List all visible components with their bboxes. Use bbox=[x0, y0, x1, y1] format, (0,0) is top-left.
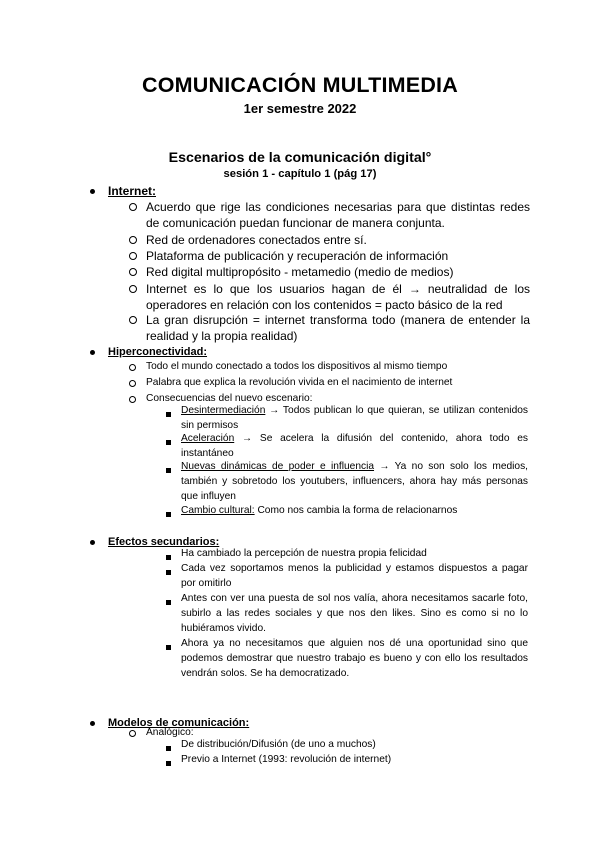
page-subtitle: 1er semestre 2022 bbox=[243, 101, 357, 116]
list-item bbox=[181, 404, 528, 434]
hiper-label: Hiperconectividad: bbox=[108, 346, 208, 358]
square-bullet-icon bbox=[166, 412, 171, 417]
list-item: Todo el mundo conectado a todos los dispositivos al mismo tiempo bbox=[146, 361, 448, 372]
circle-bullet-icon bbox=[129, 364, 136, 371]
list-item: Previo a Internet (1993: revolución de internet) bbox=[181, 754, 392, 765]
term: Nuevas dinámicas de poder e influencia bbox=[181, 461, 375, 472]
list-item: Plataforma de publicación y recuperación de información bbox=[146, 249, 449, 263]
list-item: Internet es lo que los usuarios hagan de él → neutralidad de los operadores en relación con los contenidos = pacto básico de la red bbox=[146, 282, 530, 312]
square-bullet-icon bbox=[166, 761, 171, 766]
square-bullet-icon bbox=[166, 600, 171, 605]
list-item bbox=[181, 504, 528, 519]
hiper-heading bbox=[108, 344, 538, 360]
list-item: Palabra que explica la revolución vivida en el nacimiento de internet bbox=[146, 377, 453, 388]
term: Cambio cultural: bbox=[181, 505, 255, 516]
circle-bullet-icon bbox=[129, 203, 137, 211]
list-item: De distribución/Difusión (de uno a muchos) bbox=[181, 739, 376, 750]
square-bullet-icon bbox=[166, 555, 171, 560]
list-item: Ha cambiado la percepción de nuestra propia felicidad bbox=[181, 548, 427, 559]
term-text: → Se acelera la difusión del contenido, ahora todo es instantáneo bbox=[181, 433, 528, 459]
list-item: Antes con ver una puesta de sol nos valía, ahora necesitamos sacarle foto, subirlo a las redes sociales y que nos den likes. Sino es como si no lo hubiéramos vivido. bbox=[181, 593, 528, 634]
circle-bullet-icon bbox=[129, 268, 137, 276]
list-item: Ahora ya no necesitamos que alguien nos dé una oportunidad sino que podemos demostrar que nuestro trabajo es bueno y con ello los resultados vendrán solos. Se ha democratizado. bbox=[181, 638, 528, 679]
term-text: → Ya no son solo los medios, también y sobretodo los youtubers, influencers, ahora hay más personas que influyen bbox=[181, 461, 528, 502]
bullet-icon bbox=[90, 721, 95, 726]
square-bullet-icon bbox=[166, 440, 171, 445]
page-title: COMUNICACIÓN MULTIMEDIA bbox=[142, 73, 458, 97]
square-bullet-icon bbox=[166, 570, 171, 575]
list-item: Red de ordenadores conectados entre sí. bbox=[146, 233, 367, 247]
list-item bbox=[181, 460, 528, 505]
square-bullet-icon bbox=[166, 645, 171, 650]
term: Aceleración bbox=[181, 433, 235, 444]
circle-bullet-icon bbox=[129, 252, 137, 260]
list-item bbox=[181, 432, 528, 462]
list-item: Cada vez soportamos menos la publicidad y estamos dispuestos a pagar por omitirlo bbox=[181, 563, 528, 589]
square-bullet-icon bbox=[166, 746, 171, 751]
circle-bullet-icon bbox=[129, 730, 136, 737]
internet-label: Internet: bbox=[108, 184, 156, 198]
term-text: → Todos publican lo que quieran, se utilizan contenidos sin permisos bbox=[181, 405, 528, 431]
circle-bullet-icon bbox=[129, 380, 136, 387]
bullet-icon bbox=[90, 189, 95, 194]
efectos-label: Efectos secundarios: bbox=[108, 536, 220, 548]
bullet-icon bbox=[90, 350, 95, 355]
list-item: Acuerdo que rige las condiciones necesarias para que distintas redes de comunicación puedan funcionar de manera conjunta. bbox=[146, 200, 530, 230]
bullet-icon bbox=[90, 540, 95, 545]
circle-bullet-icon bbox=[129, 236, 137, 244]
square-bullet-icon bbox=[166, 468, 171, 473]
session-label: sesión 1 - capítulo 1 (pág 17) bbox=[223, 168, 377, 180]
list-item: Consecuencias del nuevo escenario: bbox=[146, 393, 313, 404]
square-bullet-icon bbox=[166, 512, 171, 517]
circle-bullet-icon bbox=[129, 285, 137, 293]
list-item: Red digital multipropósito - metamedio (medio de medios) bbox=[146, 265, 454, 279]
term-text: Como nos cambia la forma de relacionarnos bbox=[254, 505, 458, 516]
modelos-label: Modelos de comunicación: bbox=[108, 717, 250, 729]
term: Desintermediación bbox=[181, 405, 266, 416]
list-item: La gran disrupción = internet transforma todo (manera de entender la realidad y la propia realidad) bbox=[146, 313, 530, 343]
circle-bullet-icon bbox=[129, 316, 137, 324]
circle-bullet-icon bbox=[129, 396, 136, 403]
list-item: Analógico: bbox=[146, 727, 194, 738]
section-heading: Escenarios de la comunicación digital° bbox=[168, 150, 432, 166]
internet-heading bbox=[108, 183, 538, 199]
